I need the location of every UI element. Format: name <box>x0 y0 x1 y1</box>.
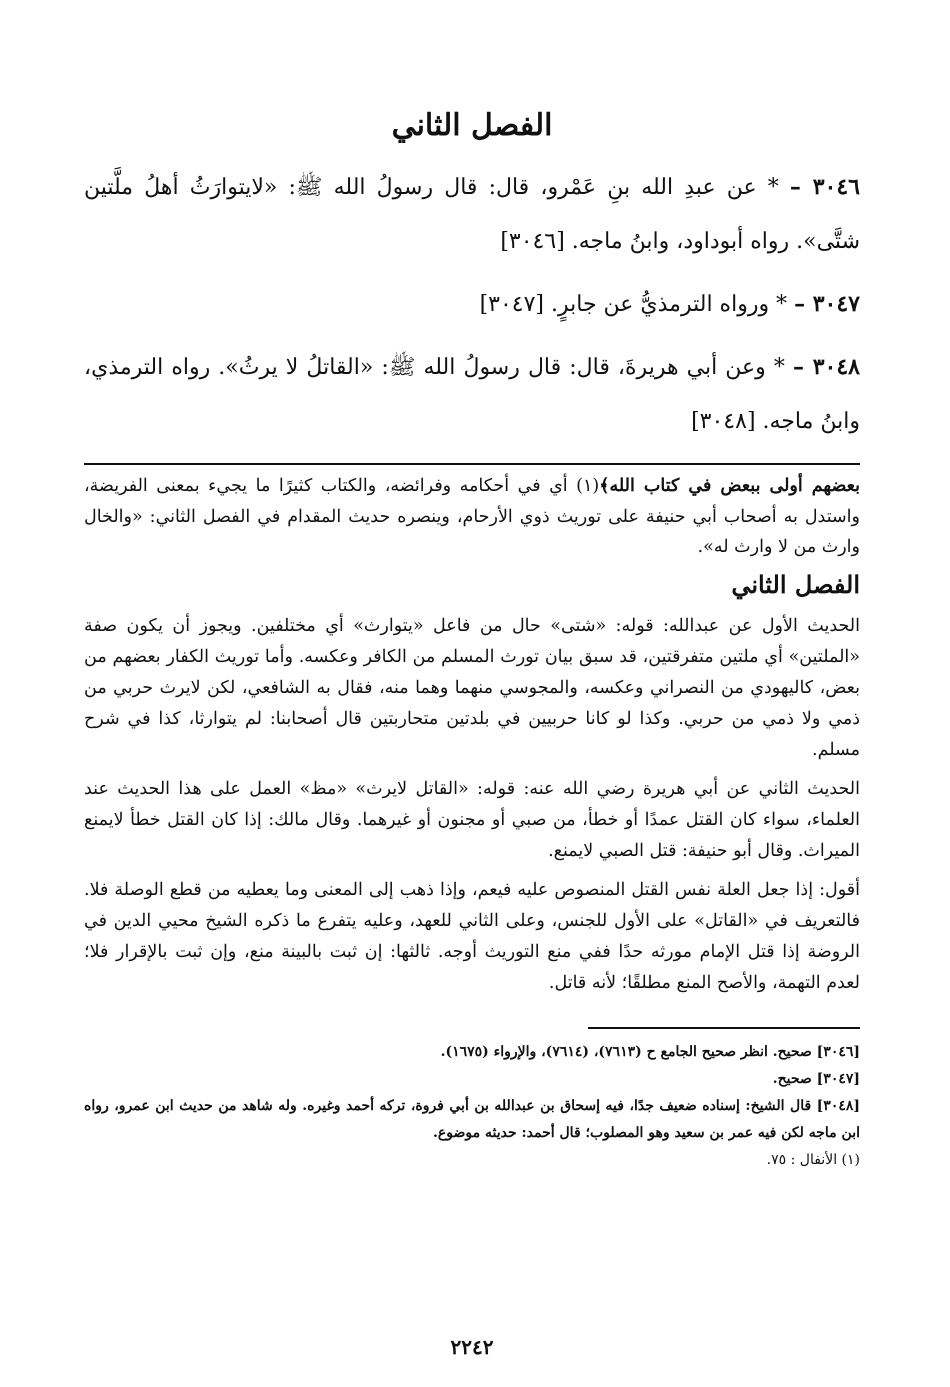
chapter-title: الفصل الثاني <box>391 108 553 143</box>
hadith-3048 <box>84 340 860 449</box>
hadith-text: * وعن أبي هريرةَ، قال: قال رسولُ الله ﷺ: «القاتلُ لا يرثُ». رواه الترمذي، وابنُ ماجه. [٣٠٤٨] <box>84 355 860 434</box>
footnote-divider <box>588 1027 860 1029</box>
hadith-number: ٣٠٤٧ – <box>794 291 860 317</box>
main-divider <box>84 463 860 465</box>
hadith-text: * عن عبدِ الله بنِ عَمْرو، قال: قال رسولُ الله ﷺ: «لايتوارَثُ أهلُ ملَّتين شتَّى». رواه أبوداود، وابنُ ماجه. [٣٠٤٦] <box>84 175 860 254</box>
commentary-lead: بعضهم أولى ببعض في كتاب الله﴾ <box>599 476 860 496</box>
page <box>84 0 860 1387</box>
commentary-paragraph: الحديث الثاني عن أبي هريرة رضي الله عنه: قوله: «القاتل لايرث» «مظ» العمل على هذا الحديث عند العلماء، سواء كان القتل عمدًا أو خطأ، من صبي أو مجنون أو غيرهما. وقال مالك: إذا كان القتل خطأ لايمنع الميراث. وقال أبو حنيفة: قتل الصبي لايمنع. <box>84 778 860 861</box>
quran-footnote: (١) الأنفال : ٧٥. <box>766 1151 860 1168</box>
hadith-3047 <box>84 277 860 332</box>
hadith-3046 <box>84 160 860 269</box>
commentary-section-title: الفصل الثاني <box>731 569 860 599</box>
commentary-intro-text: (١) أي في أحكامه وفرائضه، والكتاب كثيرًا ما يجيء بمعنى الفريضة، واستدل به أصحاب أبي حنيفة على توريث ذوي الأرحام، وينصره حديث المقدام في الفصل الثاني: «والخال وارث من لا وارث له». <box>84 476 860 557</box>
commentary-paragraph: الحديث الأول عن عبدالله: قوله: «شتى» حال من فاعل «يتوارث» أي مختلفين. ويجوز أن يكون صفة «الملتين» أي ملتين متفرقتين، قد سبق بيان تورث المسلم من الكافر وعكسه. وأما توريث الكفار بعضهم من بعض، كاليهودي من النصراني وعكسه، والمجوسي منهما وهما منه، فقال به الشافعي، لكن لايرث حربي من ذمي ولا ذمي من حربي. وكذا لو كانا حربيين في بلدتين متحاربتين قال أصحابنا: لم يتوارثا، كذا في شرح مسلم. <box>84 615 860 760</box>
hadith-number: ٣٠٤٦ – <box>789 174 860 200</box>
footnote: [٣٠٤٦] صحيح. انظر صحيح الجامع ح (٧٦١٣)، (٧٦١٤)، والإرواء (١٦٧٥). <box>440 1043 860 1060</box>
hadith-text: * ورواه الترمذيُّ عن جابرٍ. [٣٠٤٧] <box>479 292 788 317</box>
footnote: [٣٠٤٧] صحيح. <box>772 1070 860 1087</box>
hadith-number: ٣٠٤٨ – <box>792 354 860 380</box>
footnote: [٣٠٤٨] قال الشيخ: إسناده ضعيف جدًا، فيه إسحاق بن عبدالله بن أبي فروة، تركه أحمد وغيره. وله شاهد من حديث ابن عمرو، رواه ابن ماجه لكن فيه عمر بن سعيد وهو المصلوب؛ قال أحمد: حديثه موضوع. <box>84 1097 860 1141</box>
commentary-paragraph: أقول: إذا جعل العلة نفس القتل المنصوص عليه فيعم، وإذا ذهب إلى المعنى وما يعطيه من قطع الوصلة فلا. فالتعريف في «القاتل» على الأول للجنس، وعلى الثاني للعهد، وعليه يتفرع ما ذكره الشيخ محيي الدين في الروضة إذا قتل الإمام مورثه حدًا ففي منع التوريث أوجه. ثالثها: إن ثبت بالبينة منع، وإن ثبت بالإقرار فلا؛ لعدم التهمة، والأصح المنع مطلقًا؛ لأنه قاتل. <box>84 879 860 993</box>
commentary-intro <box>84 471 860 563</box>
page-number: ٢٢٤٢ <box>450 1335 494 1359</box>
